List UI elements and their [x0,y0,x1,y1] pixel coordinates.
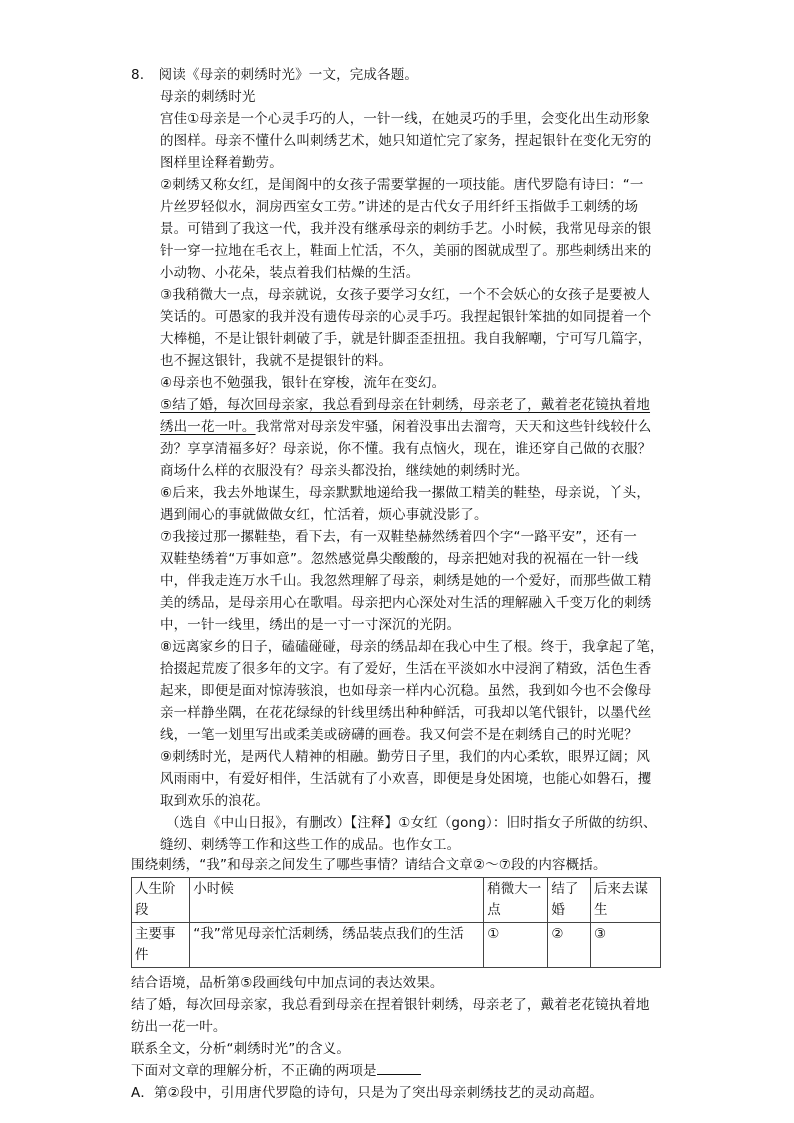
para5-rest-first: 我常常对母亲发牢骚，闲着没事出去溜弯，天天和这些针线较什么 [255,419,652,435]
article-title: 母亲的刺绣时光 [160,89,256,105]
para8-line1: ⑧远离家乡的日子，磕磕碰碰，母亲的绣品却在我心中生了根。终于，我拿起了笔， [160,639,664,655]
table-cell-stage-label: 人生阶段 [132,878,190,923]
sub-question-2: 结合语境，品析第⑤段画线句中加点词的表达效果。 [131,975,444,991]
para4-line1: ④母亲也不勉强我，银针在穿梭，流年在变幻。 [160,375,446,391]
para7-line2: 双鞋垫绣着“万事如意”。忽然感觉鼻尖酸酸的，母亲把她对我的祝福在一针一线 [160,551,639,567]
para8-line5: 线，一笔一划里写出或柔美或磅礴的画卷。我又何尝不是在刺绣自己的时光呢？ [160,727,638,743]
table-cell-answer-2[interactable]: ② [548,923,591,968]
table-cell-answer-1[interactable]: ① [484,923,548,968]
answer-blank[interactable] [377,1060,421,1075]
para5-line3: 劲？享享清福多好？母亲说，你不懂。我有点恼火，现在，谁还穿自己做的衣服？ [160,441,652,457]
question-prompt: 阅读《母亲的刺绣时光》一文，完成各题。 [158,67,418,83]
question-header [131,64,418,86]
para5-line4: 商场什么样的衣服没有？母亲头都没抬，继续她的刺绣时光。 [160,463,529,479]
table-cell-events-label: 主要事件 [132,923,190,968]
question-number: 8. [131,67,145,83]
para6-line2: 遇到闹心的事就做做女红，忙活着，烦心事就没影了。 [160,507,488,523]
table-cell-bit-older: 稍微大一点 [484,878,548,923]
sub-question-1: 围绕刺绣，“我”和母亲之间发生了哪些事情？请结合文章②～⑦段的内容概括。 [131,857,607,873]
para9-line2: 风雨雨中，有爱好相伴，生活就有了小欢喜，即便是身处困境，也能心如磐石，攫 [160,771,652,787]
para7-line5: 中，一针一线里，绣出的是一寸一寸深沉的光阴。 [160,617,461,633]
para1-line1: 宫佳①母亲是一个心灵手巧的人，一针一线，在她灵巧的手里，会变化出生动形象 [160,111,651,127]
sub-question-2-quote-line2: 纺出一花一叶。 [131,1019,227,1035]
table-cell-childhood: 小时候 [190,878,484,923]
para5-underlined-line1: ⑤结了婚，每次回母亲家，我总看到母亲在针刺绣，母亲老了，戴着老花镜执着地 [160,397,651,413]
source-note-line1: （选自《中山日报》，有删改）【注释】①女红（gong）：旧时指女子所做的纺织、 [166,815,657,831]
para7-line4: 美的绣品，是母亲用心在歌唱。母亲把内心深处对生活的理解融入千变万化的刺绣 [160,595,652,611]
para5-underlined-line2: 绣出一花一叶。 [160,419,256,435]
para5-line2 [160,416,651,438]
table-row [132,923,661,968]
table-cell-later-work: 后来去谋生 [590,878,660,923]
para2-line3: 景。可错到了我这一代，我并没有继承母亲的刺纺手艺。小时候，我常见母亲的银 [160,221,652,237]
para9-line1: ⑨刺绣时光，是两代人精神的相融。勤劳日子里，我们的内心柔软，眼界辽阔；风 [160,749,651,765]
sub-question-4 [131,1060,421,1082]
table-header-row [132,878,661,923]
para7-line1: ⑦我接过那一摞鞋垫，看下去，有一双鞋垫赫然绣着四个字“一路平安”，还有一 [160,529,637,545]
para2-line2: 片丝罗轻似水，洞房西室女工劳。”讲述的是古代女子用纤纤玉指做手工刺绣的场 [160,199,639,215]
para2-line5: 小动物、小花朵，装点着我们枯燥的生活。 [160,265,420,281]
option-a: A．第②段中，引用唐代罗隐的诗句，只是为了突出母亲刺绣技艺的灵动高超。 [131,1085,604,1101]
table-cell-married: 结了婚 [548,878,591,923]
summary-table [131,877,661,968]
sub-question-2-quote-line1: 结了婚，每次回母亲家，我总看到母亲在捏着银针刺绣，母亲老了，戴着老花镜执着地 [131,997,650,1013]
para3-line2: 笑话的。可愚家的我并没有遗传母亲的心灵手巧。我捏起银针笨拙的如同提着一个 [160,309,652,325]
para3-line1: ③我稍微大一点，母亲就说，女孩子要学习女红，一个不会妖心的女孩子是要被人 [160,287,651,303]
sub-question-3: 联系全文，分析“刺绣时光”的含义。 [131,1041,351,1057]
table-cell-childhood-event: “我”常见母亲忙活刺绣，绣品装点我们的生活 [190,923,484,968]
para8-line3: 起来，即便是面对惊涛骇浪，也如母亲一样内心沉稳。虽然，我到如今也不会像母 [160,683,652,699]
para8-line2: 拾掇起荒废了很多年的文字。有了爱好，生活在平淡如水中浸润了精致，活色生香 [160,661,652,677]
para3-line3: 大棒槌，不是让银针刺破了手，就是针脚歪歪扭扭。我自我解嘲，宁可写几篇字， [160,331,652,347]
para9-line3: 取到欢乐的浪花。 [160,793,270,809]
para1-line3: 图样里诠释着勤劳。 [160,155,283,171]
sub-question-4-text: 下面对文章的理解分析，不正确的两项是 [131,1063,377,1079]
para3-line4: 也不握这银针，我就不是提银针的料。 [160,353,393,369]
source-note-line2: 缝纫、刺绣等工作和这些工作的成品。也作女工。 [160,837,461,853]
para1-line2: 的图样。母亲不懂什么叫刺绣艺术，她只知道忙完了家务，捏起银针在变化无穷的 [160,133,652,149]
table-cell-answer-3[interactable]: ③ [590,923,660,968]
para8-line4: 亲一样静坐隅，在花花绿绿的针线里绣出种种鲜活，可我却以笔代银针，以墨代丝 [160,705,652,721]
para7-line3: 中，伴我走连万水千山。我忽然理解了母亲，刺绣是她的一个爱好，而那些做工精 [160,573,652,589]
para6-line1: ⑥后来，我去外地谋生，母亲默默地递给我一摞做工精美的鞋垫，母亲说，丫头， [160,485,651,501]
para2-line4: 针一穿一拉地在毛衣上，鞋面上忙活，不久，美丽的图就成型了。那些刺绣出来的 [160,243,652,259]
para2-line1: ②刺绣又称女红，是闺阁中的女孩子需要掌握的一项技能。唐代罗隐有诗曰：“一 [160,177,644,193]
